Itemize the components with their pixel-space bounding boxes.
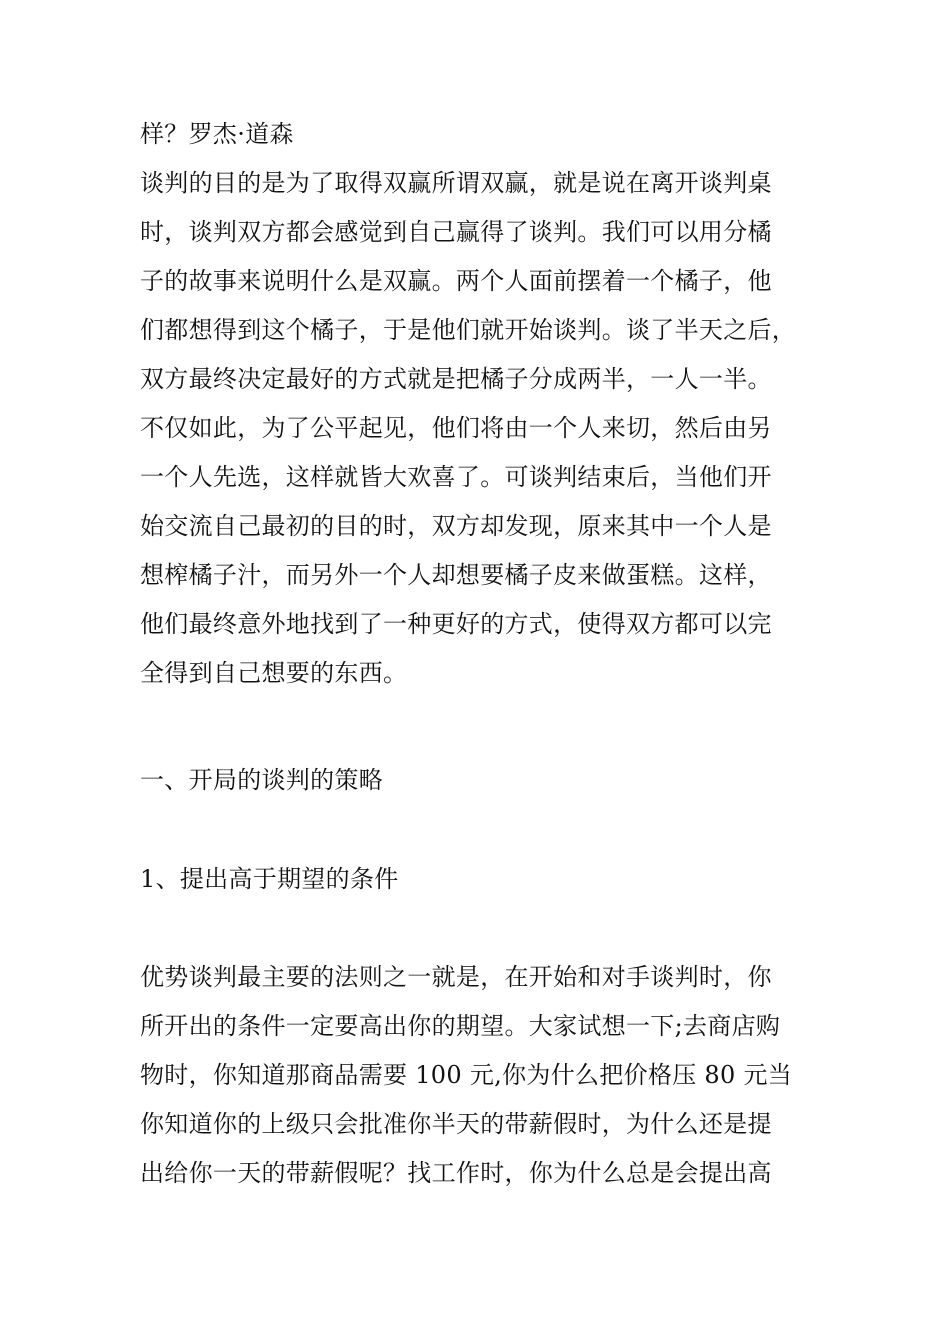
text-line: 时，谈判双方都会感觉到自己赢得了谈判。我们可以用分橘 [140,218,772,246]
body-paragraph-strategy [140,953,830,1198]
text-line: 所开出的条件一定要高出你的期望。大家试想一下;去商店购 [140,1012,781,1040]
text-line: 样？罗杰·道森 [140,120,294,148]
text-line: 谈判的目的是为了取得双赢所谓双赢，就是说在离开谈判桌 [140,169,772,197]
text-line: 一个人先选，这样就皆大欢喜了。可谈判结束后，当他们开 [140,463,772,491]
text-line: 全得到自己想要的东西。 [140,659,408,687]
text-line: 优势谈判最主要的法则之一就是，在开始和对手谈判时，你 [140,963,772,991]
body-paragraph-orange-story [140,110,830,698]
section-heading [140,756,830,805]
text-line: 不仅如此，为了公平起见，他们将由一个人来切，然后由另 [140,414,772,442]
subsection-heading-text: 1、提出高于期望的条件 [140,865,399,893]
text-line: 始交流自己最初的目的时，双方却发现，原来其中一个人是 [140,512,772,540]
text-line: 出给你一天的带薪假呢？找工作时，你为什么总是会提出高 [140,1159,772,1187]
text-line: 想榨橘子汁，而另外一个人却想要橘子皮来做蛋糕。这样， [140,561,772,589]
text-line: 物时，你知道那商品需要 100 元,你为什么把价格压 80 元当 [140,1061,793,1089]
section-heading-text: 一、开局的谈判的策略 [140,766,383,794]
text-line: 你知道你的上级只会批准你半天的带薪假时，为什么还是提 [140,1110,772,1138]
subsection-heading [140,855,830,904]
text-line: 双方最终决定最好的方式就是把橘子分成两半，一人一半。 [140,365,772,393]
text-line: 子的故事来说明什么是双赢。两个人面前摆着一个橘子，他 [140,267,772,295]
text-line: 他们最终意外地找到了一种更好的方式，使得双方都可以完 [140,610,772,638]
text-line: 们都想得到这个橘子，于是他们就开始谈判。谈了半天之后， [140,316,797,344]
